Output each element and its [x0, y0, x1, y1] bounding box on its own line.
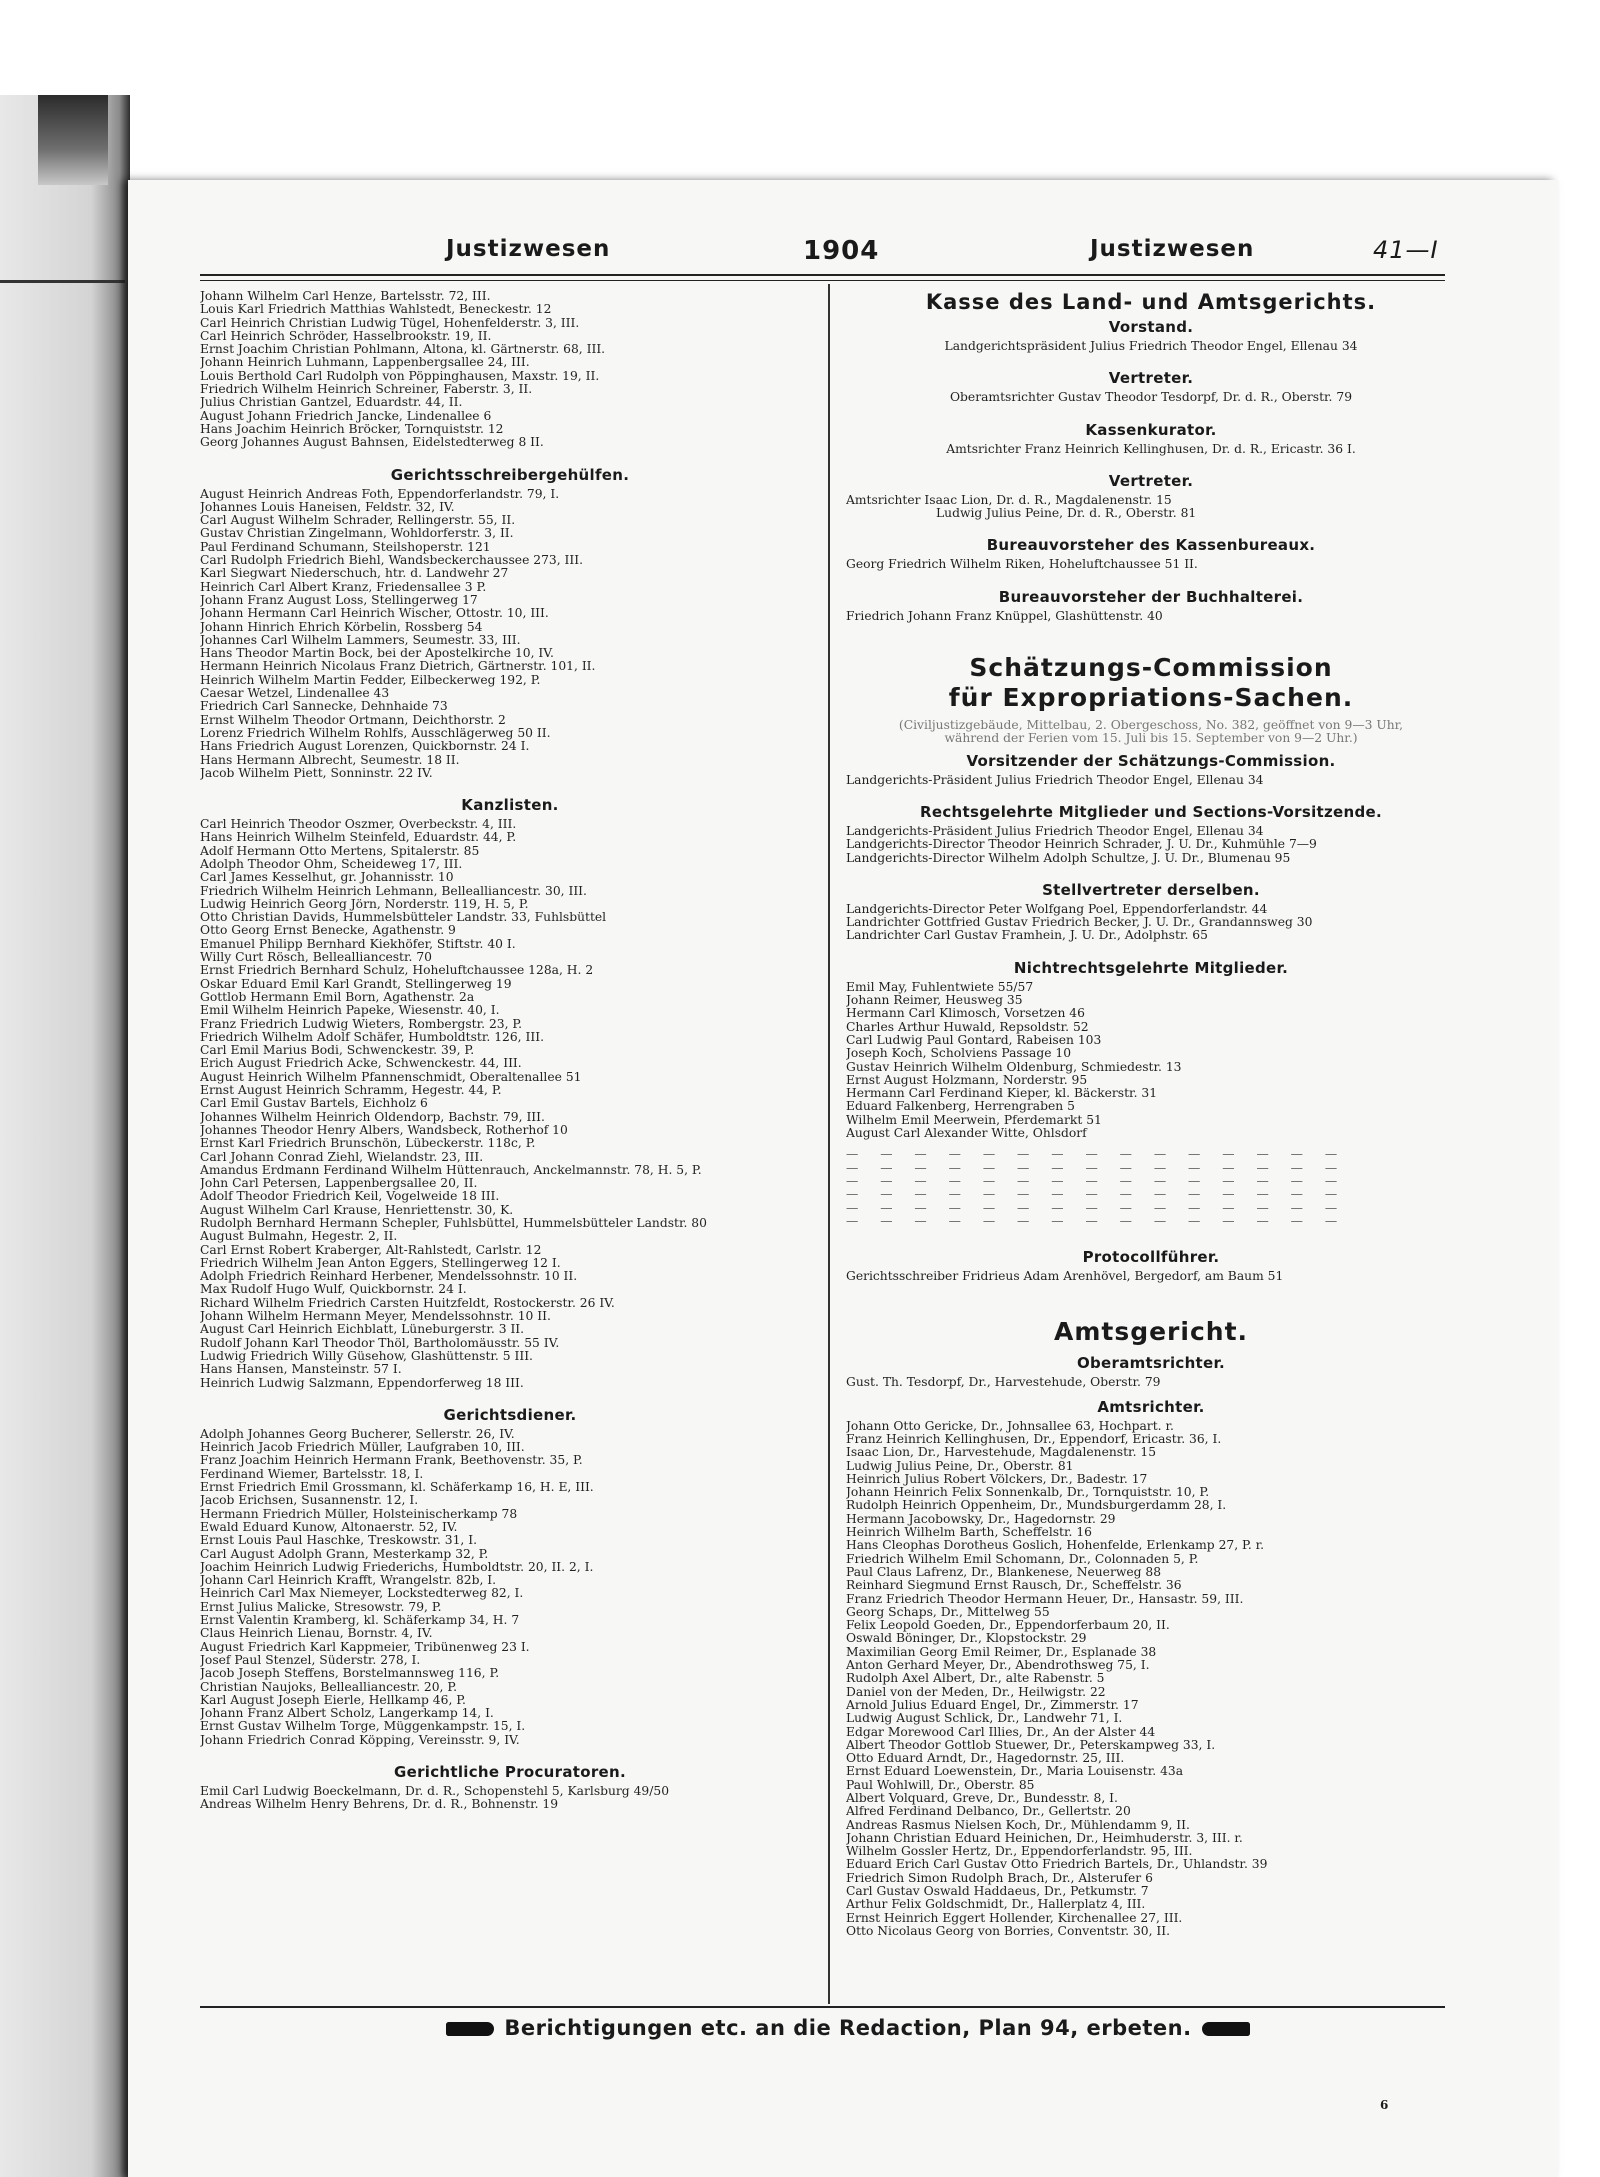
list-item: Oskar Eduard Emil Karl Grandt, Stellingerweg 19 — [200, 977, 512, 991]
list-item: Wilhelm Gossler Hertz, Dr., Eppendorferlandstr. 95, III. — [846, 1845, 1193, 1859]
section-heading: Stellvertreter derselben. — [1042, 880, 1260, 899]
vacancy-dash-list — [846, 1148, 1456, 1228]
list-item: August Bulmahn, Hegestr. 2, II. — [200, 1230, 398, 1244]
list-item: Johann Hinrich Ehrich Körbelin, Rossberg 54 — [200, 620, 483, 634]
footer-rule — [200, 2006, 1445, 2008]
list-item: Emil Wilhelm Heinrich Papeke, Wiesenstr. 40, I. — [200, 1004, 500, 1018]
section-list — [846, 558, 1456, 571]
list-item: Josef Paul Stenzel, Süderstr. 278, I. — [200, 1653, 421, 1667]
dash-line: — — — — — — — — — — — — — — — — [846, 1201, 1347, 1215]
list-item: Eduard Erich Carl Gustav Otto Friedrich Bartels, Dr., Uhlandstr. 39 — [846, 1858, 1268, 1872]
footer-notice-text: Berichtigungen etc. an die Redaction, Plan 94, erbeten. — [504, 2016, 1192, 2040]
list-item: August Carl Heinrich Eichblatt, Lüneburgerstr. 3 II. — [200, 1323, 525, 1337]
list-item: Franz Friedrich Theodor Hermann Heuer, Dr., Hansastr. 59, III. — [846, 1592, 1244, 1606]
list-item: Hans Friedrich August Lorenzen, Quickbornstr. 24 I. — [200, 740, 530, 754]
list-item: Lorenz Friedrich Wilhelm Rohlfs, Ausschlägerweg 50 II. — [200, 726, 551, 740]
page-number: 41—I — [1373, 236, 1439, 264]
list-item: Landgerichts-Präsident Julius Friedrich Theodor Engel, Ellenau 34 — [846, 824, 1264, 838]
list-item: Johann Wilhelm Hermann Meyer, Mendelssohnstr. 10 II. — [200, 1310, 551, 1324]
list-item: Ernst Friedrich Emil Grossmann, kl. Schäferkamp 16, H. E, III. — [200, 1481, 594, 1495]
list-item: Carl Heinrich Theodor Oszmer, Overbeckstr. 4, III. — [200, 818, 517, 832]
list-item: Friedrich Johann Franz Knüppel, Glashüttenstr. 40 — [846, 609, 1163, 623]
section-list — [846, 1270, 1456, 1283]
section-heading: Kanzlisten. — [461, 796, 559, 815]
list-item: Rudolf Johann Karl Theodor Thöl, Bartholomäusstr. 55 IV. — [200, 1336, 560, 1350]
list-item: Hans Joachim Heinrich Bröcker, Tornquiststr. 12 — [200, 422, 504, 436]
list-item: Ludwig Friedrich Willy Güsehow, Glashüttenstr. 5 III. — [200, 1349, 533, 1363]
list-item: Carl James Kesselhut, gr. Johannisstr. 10 — [200, 871, 454, 885]
list-item: Louis Karl Friedrich Matthias Wahlstedt, Beneckestr. 12 — [200, 303, 552, 317]
list-item: Friedrich Wilhelm Emil Schomann, Dr., Colonnaden 5, P. — [846, 1552, 1199, 1566]
list-item: Ewald Eduard Kunow, Altonaerstr. 52, IV. — [200, 1520, 458, 1534]
list-item: Johann Heinrich Luhmann, Lappenbergsallee 24, III. — [200, 356, 530, 370]
running-header-right: Justizwesen — [1090, 236, 1255, 262]
list-item: Landgerichts-Präsident Julius Friedrich Theodor Engel, Ellenau 34 — [846, 773, 1264, 787]
list-item: Ernst Eduard Loewenstein, Dr., Maria Louisenstr. 43a — [846, 1765, 1184, 1779]
pointing-hand-icon — [1202, 2022, 1250, 2036]
section-list — [846, 391, 1456, 404]
list-item: Arnold Julius Eduard Engel, Dr., Zimmerstr. 17 — [846, 1698, 1139, 1712]
list-item: Claus Heinrich Lienau, Bornstr. 4, IV. — [200, 1627, 433, 1641]
list-item: Carl August Wilhelm Schrader, Rellingerstr. 55, II. — [200, 514, 516, 528]
list-item: Heinrich Jacob Friedrich Müller, Laufgraben 10, III. — [200, 1441, 525, 1455]
list-item: Ernst Heinrich Eggert Hollender, Kirchenallee 27, III. — [846, 1911, 1183, 1925]
list-item: Friedrich Wilhelm Adolf Schäfer, Humboldtstr. 126, III. — [200, 1030, 544, 1044]
corner-mark: 6 — [1380, 2098, 1389, 2112]
list-item: Heinrich Ludwig Salzmann, Eppendorferweg 18 III. — [200, 1376, 524, 1390]
list-item: Albert Volquard, Greve, Dr., Bundesstr. 8, I. — [846, 1792, 1118, 1805]
list-item: Jacob Wilhelm Piett, Sonninstr. 22 IV. — [200, 766, 433, 780]
list-item: Friedrich Wilhelm Heinrich Schreiner, Faberstr. 3, II. — [200, 383, 533, 397]
list-item: Adolf Theodor Friedrich Keil, Vogelweide 18 III. — [200, 1190, 500, 1204]
list-item: Alfred Ferdinand Delbanco, Dr., Gellertstr. 20 — [846, 1805, 1131, 1819]
list-item: Gustav Christian Zingelmann, Wohldorferstr. 3, II. — [200, 527, 514, 541]
left-page-sliver — [0, 95, 130, 2177]
section-list — [846, 825, 1456, 865]
list-item: Felix Leopold Goeden, Dr., Eppendorferbaum 20, II. — [846, 1619, 1170, 1633]
list-item: Adolph Friedrich Reinhard Herbener, Mendelssohnstr. 10 II. — [200, 1270, 578, 1284]
list-item: Carl Heinrich Schröder, Hasselbrookstr. 19, II. — [200, 329, 492, 343]
list-item: Landrichter Carl Gustav Framhein, J. U. Dr., Adolphstr. 65 — [846, 929, 1208, 943]
list-item: Johannes Carl Wilhelm Lammers, Seumestr. 33, III. — [200, 633, 521, 647]
list-item: Karl August Joseph Eierle, Hellkamp 46, P. — [200, 1693, 466, 1707]
list-item: Andreas Rasmus Nielsen Koch, Dr., Mühlendamm 9, II. — [846, 1818, 1190, 1832]
list-item: Carl August Adolph Grann, Mesterkamp 32, P. — [200, 1547, 489, 1561]
list-item: Louis Berthold Carl Rudolph von Pöppinghausen, Maxstr. 19, II. — [200, 369, 600, 383]
list-item: Johann Reimer, Heusweg 35 — [846, 994, 1023, 1008]
list-item: Jacob Joseph Steffens, Borstelmannsweg 116, P. — [200, 1667, 500, 1681]
section-list — [200, 818, 820, 1390]
list-item: Carl Ernst Robert Kraberger, Alt-Rahlstedt, Carlstr. 12 — [200, 1243, 542, 1257]
list-item: Ernst Friedrich Bernhard Schulz, Hoheluftchaussee 128a, H. 2 — [200, 964, 594, 978]
list-item: Joachim Heinrich Ludwig Friederichs, Humboldtstr. 20, II. 2, I. — [200, 1560, 594, 1574]
list-item: Ernst Louis Paul Haschke, Treskowstr. 31, I. — [200, 1534, 477, 1548]
list-item: Ludwig Julius Peine, Dr., Oberstr. 81 — [846, 1459, 1074, 1473]
list-item: John Carl Petersen, Lappenbergsallee 20, II. — [200, 1177, 478, 1191]
list-item: Hermann Carl Ferdinand Kieper, kl. Bäckerstr. 31 — [846, 1087, 1158, 1101]
section-heading: Gerichtliche Procuratoren. — [393, 1762, 627, 1781]
right-column — [846, 290, 1456, 1938]
section-list — [846, 981, 1456, 1141]
dash-line: — — — — — — — — — — — — — — — — [846, 1161, 1347, 1175]
list-item: Landgerichts-Director Peter Wolfgang Poel, Eppendorferlandstr. 44 — [846, 902, 1268, 916]
list-item: Landgerichtspräsident Julius Friedrich Theodor Engel, Ellenau 34 — [944, 340, 1358, 353]
list-item: Otto Christian Davids, Hummelsbütteler Landstr. 33, Fuhlsbüttel — [200, 911, 607, 925]
list-item: Hans Heinrich Wilhelm Steinfeld, Eduardstr. 44, P. — [200, 831, 517, 845]
list-item: Johann Christian Eduard Heinichen, Dr., Heimhuderstr. 3, III. r. — [846, 1831, 1243, 1845]
left-column — [200, 290, 820, 1812]
section-heading: Kassenkurator. — [1085, 420, 1217, 439]
running-header-year: 1904 — [803, 236, 880, 266]
section-list — [200, 1428, 820, 1747]
list-item: Ernst Julius Malicke, Stresowstr. 79, P. — [200, 1600, 442, 1614]
list-item: Johann Friedrich Conrad Köpping, Vereinsstr. 9, IV. — [200, 1733, 520, 1747]
list-item: Carl Emil Marius Bodi, Schwenckestr. 39, P. — [200, 1044, 475, 1058]
list-item: Otto Nicolaus Georg von Borries, Conventstr. 30, II. — [846, 1924, 1171, 1938]
list-item: Arthur Felix Goldschmidt, Dr., Hallerplatz 4, III. — [846, 1898, 1146, 1912]
list-item: Julius Christian Gantzel, Eduardstr. 44, II. — [200, 396, 463, 410]
section-heading: Vorsitzender der Schätzungs-Commission. — [966, 751, 1336, 770]
running-header-left: Justizwesen — [446, 236, 611, 262]
commission-note: während der Ferien vom 15. Juli bis 15. September von 9—2 Uhr.) — [944, 732, 1358, 746]
section-list — [846, 610, 1456, 623]
list-item: Hermann Jacobowsky, Dr., Hagedornstr. 29 — [846, 1512, 1116, 1526]
list-item: Rudolph Bernhard Hermann Schepler, Fuhlsbüttel, Hummelsbütteler Landstr. 80 — [200, 1217, 707, 1230]
list-item: Albert Theodor Gottlob Stuewer, Dr., Peterskampweg 33, I. — [846, 1738, 1216, 1752]
list-item: Georg Schaps, Dr., Mittelweg 55 — [846, 1605, 1050, 1619]
list-item: Johann Carl Heinrich Krafft, Wrangelstr. 82b, I. — [200, 1574, 497, 1588]
list-item: Gustav Heinrich Wilhelm Oldenburg, Schmiedestr. 13 — [846, 1060, 1182, 1074]
list-item: Hans Theodor Martin Bock, bei der Apostelkirche 10, IV. — [200, 647, 554, 661]
list-item: Adolph Theodor Ohm, Scheideweg 17, III. — [200, 857, 463, 871]
list-item: Johann Otto Gericke, Dr., Johnsallee 63, Hochpart. r. — [846, 1419, 1174, 1433]
section-heading: Rechtsgelehrte Mitglieder und Sections-Vorsitzende. — [920, 802, 1382, 821]
list-item: Anton Gerhard Meyer, Dr., Abendrothsweg 75, I. — [846, 1659, 1150, 1673]
list-item: Hermann Heinrich Nicolaus Franz Dietrich, Gärtnerstr. 101, II. — [200, 660, 596, 674]
list-item: Landrichter Gottfried Gustav Friedrich Becker, J. U. Dr., Grandannsweg 30 — [846, 916, 1313, 930]
amtsgericht-title: Amtsgericht. — [1053, 1317, 1249, 1347]
list-item: Friedrich Wilhelm Heinrich Lehmann, Bellealliancestr. 30, III. — [200, 884, 587, 898]
list-item: Hans Hermann Albrecht, Seumestr. 18 II. — [200, 753, 460, 767]
dash-line: — — — — — — — — — — — — — — — — [846, 1148, 1347, 1162]
list-item: Paul Wohlwill, Dr., Oberstr. 85 — [846, 1778, 1035, 1792]
commission-note: (Civiljustizgebäude, Mittelbau, 2. Obergeschoss, No. 382, geöffnet von 9—3 Uhr, — [898, 719, 1404, 733]
list-item: Maximilian Georg Emil Reimer, Dr., Esplanade 38 — [846, 1645, 1157, 1659]
list-item: Friedrich Carl Sannecke, Dehnhaide 73 — [200, 700, 448, 714]
list-item: Carl Emil Gustav Bartels, Eichholz 6 — [200, 1097, 428, 1111]
list-item: Carl Gustav Oswald Haddaeus, Dr., Petkumstr. 7 — [846, 1885, 1149, 1899]
list-item: Oswald Böninger, Dr., Klopstockstr. 29 — [846, 1632, 1087, 1646]
list-item: Heinrich Carl Albert Kranz, Friedensallee 3 P. — [200, 580, 487, 594]
list-item: Emil Carl Ludwig Boeckelmann, Dr. d. R., Schopenstehl 5, Karlsburg 49/50 — [200, 1784, 670, 1798]
list-item: Carl Johann Conrad Ziehl, Wielandstr. 23, III. — [200, 1150, 484, 1164]
list-item: Franz Friedrich Ludwig Wieters, Rombergstr. 23, P. — [200, 1017, 523, 1031]
section-heading: Gerichtsschreibergehülfen. — [390, 465, 630, 484]
column-divider — [828, 284, 830, 2004]
section-list — [846, 340, 1456, 353]
list-item: Ernst Gustav Wilhelm Torge, Müggenkampstr. 15, I. — [200, 1720, 526, 1734]
list-item: August Carl Alexander Witte, Ohlsdorf — [846, 1127, 1087, 1141]
list-item: Otto Eduard Arndt, Dr., Hagedornstr. 25, III. — [846, 1752, 1125, 1766]
section-list — [846, 443, 1456, 456]
list-item: Ernst Joachim Christian Pohlmann, Altona, kl. Gärtnerstr. 68, III. — [200, 343, 606, 357]
list-item: Ludwig August Schlick, Dr., Landwehr 71, I. — [846, 1712, 1123, 1726]
list-item: Adolph Johannes Georg Bucherer, Sellerstr. 26, IV. — [200, 1427, 515, 1441]
list-item: August Heinrich Andreas Foth, Eppendorferlandstr. 79, I. — [200, 487, 560, 501]
list-item: Andreas Wilhelm Henry Behrens, Dr. d. R., Bohnenstr. 19 — [200, 1798, 559, 1812]
list-item: Oberamtsrichter Gustav Theodor Tesdorpf, Dr. d. R., Oberstr. 79 — [949, 391, 1353, 405]
list-item: Georg Friedrich Wilhelm Riken, Hoheluftchaussee 51 II. — [846, 558, 1198, 572]
pointing-hand-icon — [446, 2022, 494, 2036]
list-item: Joseph Koch, Scholviens Passage 10 — [846, 1047, 1072, 1061]
book-binding-shadow — [38, 95, 108, 185]
section-heading: Gerichtsdiener. — [443, 1405, 577, 1424]
list-item: Georg Johannes August Bahnsen, Eidelstedterweg 8 II. — [200, 436, 544, 450]
list-item: Friedrich Wilhelm Jean Anton Eggers, Stellingerweg 12 I. — [200, 1256, 561, 1270]
section-heading: Protocollführer. — [1082, 1248, 1220, 1267]
list-item: Johann Franz August Loss, Stellingerweg 17 — [200, 593, 478, 607]
dash-line: — — — — — — — — — — — — — — — — [846, 1188, 1347, 1202]
list-item: Caesar Wetzel, Lindenallee 43 — [200, 687, 390, 701]
section-heading: Oberamtsrichter. — [1076, 1354, 1226, 1373]
list-item: Ludwig Julius Peine, Dr. d. R., Oberstr. 81 — [936, 507, 1197, 521]
list-item: Max Rudolf Hugo Wulf, Quickbornstr. 24 I. — [200, 1283, 467, 1297]
list-item: Paul Ferdinand Schumann, Steilshoperstr. 121 — [200, 540, 491, 554]
list-item: Johann Heinrich Felix Sonnenkalb, Dr., Tornquiststr. 10, P. — [846, 1486, 1210, 1500]
section-heading: Nichtrechtsgelehrte Mitglieder. — [1013, 958, 1289, 977]
list-item: Hermann Carl Klimosch, Vorsetzen 46 — [846, 1007, 1085, 1021]
list-item: Amtsrichter Franz Heinrich Kellinghusen, Dr. d. R., Ericastr. 36 I. — [946, 442, 1356, 456]
list-item: Johann Hermann Carl Heinrich Wischer, Ottostr. 10, III. — [200, 607, 549, 621]
left-page-rule — [0, 280, 125, 283]
list-item: Landgerichts-Director Theodor Heinrich Schrader, J. U. Dr., Kuhmühle 7—9 — [846, 838, 1317, 852]
section-heading: Vertreter. — [1108, 369, 1194, 388]
list-item: Ernst August Heinrich Schramm, Hegestr. 44, P. — [200, 1084, 502, 1098]
list-item: Ernst August Holzmann, Norderstr. 95 — [846, 1073, 1088, 1087]
list-item: Paul Claus Lafrenz, Dr., Blankenese, Neuerweg 88 — [846, 1565, 1162, 1579]
list-item: Franz Heinrich Kellinghusen, Dr., Eppendorf, Ericastr. 36, I. — [846, 1432, 1222, 1446]
list-item: Gerichtsschreiber Fridrieus Adam Arenhövel, Bergedorf, am Baum 51 — [846, 1270, 1284, 1284]
section-list — [200, 1785, 820, 1812]
section-list — [846, 903, 1456, 943]
commission-title-line: für Expropriations-Sachen. — [948, 683, 1354, 713]
list-item: Johannes Wilhelm Heinrich Oldendorp, Bachstr. 79, III. — [200, 1110, 545, 1124]
list-item: Johannes Louis Haneisen, Feldstr. 32, IV. — [200, 500, 455, 514]
list-item: Ernst Wilhelm Theodor Ortmann, Deichthorstr. 2 — [200, 713, 506, 727]
list-item: Ferdinand Wiemer, Bartelsstr. 18, I. — [200, 1467, 424, 1481]
list-item: Willy Curt Rösch, Bellealliancestr. 70 — [200, 951, 432, 965]
list-item: Rudolph Heinrich Oppenheim, Dr., Mundsburgerdamm 28, I. — [846, 1499, 1227, 1513]
list-item: Landgerichts-Director Wilhelm Adolph Schultze, J. U. Dr., Blumenau 95 — [846, 851, 1291, 865]
section-heading: Vertreter. — [1108, 471, 1194, 490]
section-heading: Vorstand. — [1108, 318, 1194, 336]
list-item: Charles Arthur Huwald, Repsoldstr. 52 — [846, 1020, 1089, 1034]
list-item: Amtsrichter Isaac Lion, Dr. d. R., Magdalenenstr. 15 — [846, 493, 1172, 507]
list-item: Karl Siegwart Niederschuch, htr. d. Landwehr 27 — [200, 567, 509, 581]
list-item: Hans Hansen, Mansteinstr. 57 I. — [200, 1363, 402, 1377]
list-item: Heinrich Wilhelm Barth, Scheffelstr. 16 — [846, 1526, 1092, 1540]
commission-title — [846, 653, 1456, 713]
list-item: Daniel von der Meden, Dr., Heilwigstr. 22 — [846, 1685, 1106, 1699]
list-item: August Heinrich Wilhelm Pfannenschmidt, Oberaltenallee 51 — [200, 1070, 582, 1084]
list-item: Adolf Hermann Otto Mertens, Spitalerstr. 85 — [200, 844, 480, 858]
list-item: Emanuel Philipp Bernhard Kiekhöfer, Stiftstr. 40 I. — [200, 937, 516, 951]
footer-notice — [348, 2016, 1348, 2040]
list-item: Heinrich Wilhelm Martin Fedder, Eilbeckerweg 192, P. — [200, 673, 541, 687]
dash-line: — — — — — — — — — — — — — — — — [846, 1174, 1347, 1188]
intro-list — [200, 290, 820, 450]
list-item: Franz Joachim Heinrich Hermann Frank, Beethovenstr. 35, P. — [200, 1454, 583, 1468]
list-item: Carl Rudolph Friedrich Biehl, Wandsbeckerchaussee 273, III. — [200, 554, 584, 568]
section-heading: Bureauvorsteher der Buchhalterei. — [998, 587, 1304, 606]
list-item: Gottlob Hermann Emil Born, Agathenstr. 2a — [200, 990, 475, 1004]
list-item: Ernst Valentin Kramberg, kl. Schäferkamp 34, H. 7 — [200, 1614, 520, 1628]
list-item: Gust. Th. Tesdorpf, Dr., Harvestehude, Oberstr. 79 — [846, 1376, 1161, 1390]
list-item: Rudolph Axel Albert, Dr., alte Rabenstr. 5 — [846, 1672, 1105, 1686]
list-item: Eduard Falkenberg, Herrengraben 5 — [846, 1100, 1075, 1114]
list-item: Heinrich Carl Max Niemeyer, Lockstedterweg 82, I. — [200, 1587, 524, 1601]
list-item: Friedrich Simon Rudolph Brach, Dr., Alsterufer 6 — [846, 1871, 1153, 1885]
section-list — [846, 494, 1456, 521]
list-item: August Johann Friedrich Jancke, Lindenallee 6 — [200, 409, 492, 423]
list-item: Ernst Karl Friedrich Brunschön, Lübeckerstr. 118c, P. — [200, 1137, 536, 1151]
list-item: Johann Franz Albert Scholz, Langerkamp 14, I. — [200, 1707, 494, 1721]
list-item: Jacob Erichsen, Susannenstr. 12, I. — [200, 1494, 419, 1508]
section-list — [846, 1376, 1456, 1389]
list-item: Erich August Friedrich Acke, Schwenckestr. 44, III. — [200, 1057, 522, 1071]
list-item: Hermann Friedrich Müller, Holsteinischerkamp 78 — [200, 1507, 518, 1521]
list-item: Carl Heinrich Christian Ludwig Tügel, Hohenfelderstr. 3, III. — [200, 316, 580, 330]
register-page — [128, 180, 1558, 2177]
section-heading: Bureauvorsteher des Kassenbureaux. — [986, 536, 1316, 555]
list-item: Johann Wilhelm Carl Henze, Bartelsstr. 72, III. — [200, 290, 491, 303]
section-list — [846, 774, 1456, 787]
list-item: Wilhelm Emil Meerwein, Pferdemarkt 51 — [846, 1113, 1102, 1127]
list-item: August Friedrich Karl Kappmeier, Tribünenweg 23 I. — [200, 1640, 530, 1654]
section-heading: Amtsrichter. — [1097, 1397, 1205, 1416]
list-item: Isaac Lion, Dr., Harvestehude, Magdalenenstr. 15 — [846, 1446, 1157, 1460]
list-item: Hans Cleophas Dorotheus Goslich, Hohenfelde, Erlenkamp 27, P. r. — [846, 1539, 1265, 1553]
list-item: Reinhard Siegmund Ernst Rausch, Dr., Scheffelstr. 36 — [846, 1579, 1182, 1593]
header-rule — [200, 274, 1445, 281]
list-item: Otto Georg Ernst Benecke, Agathenstr. 9 — [200, 924, 456, 938]
commission-title-line: Schätzungs-Commission — [969, 653, 1333, 683]
list-item: Edgar Morewood Carl Illies, Dr., An der Alster 44 — [846, 1725, 1156, 1739]
list-item: Richard Wilhelm Friedrich Carsten Huitzfeldt, Rostockerstr. 26 IV. — [200, 1296, 615, 1310]
list-item: Christian Naujoks, Bellealliancestr. 20, P. — [200, 1680, 458, 1694]
list-item: Ludwig Heinrich Georg Jörn, Norderstr. 119, H. 5, P. — [200, 897, 529, 911]
section-list — [846, 1420, 1456, 1939]
list-item: Heinrich Julius Robert Völckers, Dr., Badestr. 17 — [846, 1472, 1148, 1486]
section-list — [200, 488, 820, 781]
list-item: Emil May, Fuhlentwiete 55/57 — [846, 980, 1034, 994]
list-item: August Wilhelm Carl Krause, Henriettenstr. 30, K. — [200, 1203, 514, 1217]
kasse-title: Kasse des Land- und Amtsgerichts. — [925, 290, 1377, 314]
dash-line: — — — — — — — — — — — — — — — — [846, 1214, 1347, 1228]
list-item: Johannes Theodor Henry Albers, Wandsbeck, Rotherhof 10 — [200, 1123, 568, 1137]
list-item: Amandus Erdmann Ferdinand Wilhelm Hüttenrauch, Anckelmannstr. 78, H. 5, P. — [200, 1163, 702, 1177]
list-item: Carl Ludwig Paul Gontard, Rabeisen 103 — [846, 1033, 1102, 1047]
